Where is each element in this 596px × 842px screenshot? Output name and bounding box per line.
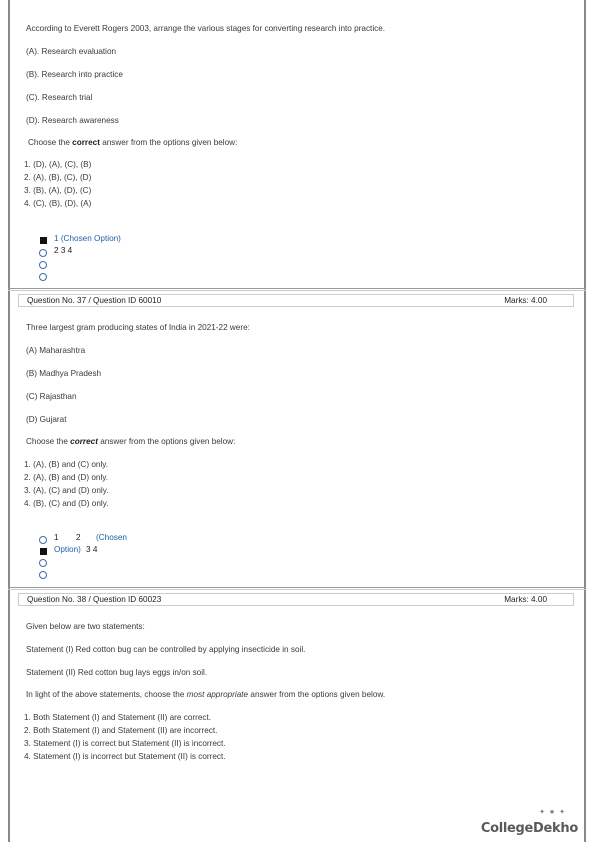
option-number: 1 (54, 533, 59, 542)
collegedekho-logo: CollegeDekho (480, 821, 578, 836)
statement-item: (C). Research trial (26, 93, 93, 102)
option-numbers: 3 4 (86, 545, 98, 554)
question-stem: Three largest gram producing states of India in 2021-22 were: (26, 323, 250, 332)
question-header (18, 593, 574, 606)
question-stem: According to Everett Rogers 2003, arrange the various stages for converting research into practice. (26, 24, 386, 33)
instruction-text: Choose the correct answer from the options given below: (26, 437, 236, 446)
statement-item: (D). Research awareness (26, 116, 119, 125)
answer-option: 2. Both Statement (I) and Statement (II) are incorrect. (24, 726, 218, 735)
answer-option: 2. (A), (B) and (D) only. (24, 473, 109, 482)
answer-option: 4. Statement (I) is incorrect but Statement (II) is correct. (24, 752, 226, 761)
radio-button[interactable] (39, 249, 47, 257)
statement-item: (B) Madhya Pradesh (26, 369, 102, 378)
radio-button[interactable] (39, 273, 47, 281)
question-header (18, 294, 574, 307)
statement-item: Statement (II) Red cotton bug lays eggs in/on soil. (26, 668, 208, 677)
instruction-text: In light of the above statements, choose the most appropriate answer from the options given below. (26, 690, 386, 699)
chosen-option-label: Option) (54, 545, 81, 554)
statement-item: (B). Research into practice (26, 70, 123, 79)
statement-item: (A) Maharashtra (26, 346, 86, 355)
question-id: Question No. 38 / Question ID 60023 (27, 595, 162, 604)
answer-option: 4. (C), (B), (D), (A) (24, 199, 92, 208)
answer-option: 1. (A), (B) and (C) only. (24, 460, 109, 469)
chosen-option-label: 1 (Chosen Option) (54, 234, 121, 243)
marks-label: Marks: 4.00 (504, 595, 547, 604)
option-number: 2 (76, 533, 81, 542)
answer-option: 2. (A), (B), (C), (D) (24, 173, 92, 182)
question-separator (8, 587, 586, 590)
radio-button[interactable] (39, 559, 47, 567)
answer-option: 3. Statement (I) is correct but Statement (II) is incorrect. (24, 739, 226, 748)
answer-option: 3. (A), (C) and (D) only. (24, 486, 109, 495)
selected-option-marker (40, 237, 47, 244)
radio-button[interactable] (39, 571, 47, 579)
question-separator (8, 288, 586, 291)
statement-item: (D) Gujarat (26, 415, 67, 424)
statement-item: (C) Rajasthan (26, 392, 77, 401)
marks-label: Marks: 4.00 (504, 296, 547, 305)
answer-option: 3. (B), (A), (D), (C) (24, 186, 92, 195)
answer-option: 1. (D), (A), (C), (B) (24, 160, 92, 169)
answer-option: 4. (B), (C) and (D) only. (24, 499, 109, 508)
instruction-text: Choose the correct answer from the options given below: (28, 138, 238, 147)
radio-button[interactable] (39, 261, 47, 269)
statement-item: (A). Research evaluation (26, 47, 117, 56)
selected-option-marker (40, 548, 47, 555)
radio-button[interactable] (39, 536, 47, 544)
logo-stars-icon: ✦ ★ ✦ (539, 809, 566, 816)
statement-item: Statement (I) Red cotton bug can be controlled by applying insecticide in soil. (26, 645, 306, 654)
question-id: Question No. 37 / Question ID 60010 (27, 296, 162, 305)
question-stem: Given below are two statements: (26, 622, 145, 631)
answer-option: 1. Both Statement (I) and Statement (II) are correct. (24, 713, 212, 722)
chosen-option-label: (Chosen (96, 533, 127, 542)
option-numbers: 2 3 4 (54, 246, 73, 255)
